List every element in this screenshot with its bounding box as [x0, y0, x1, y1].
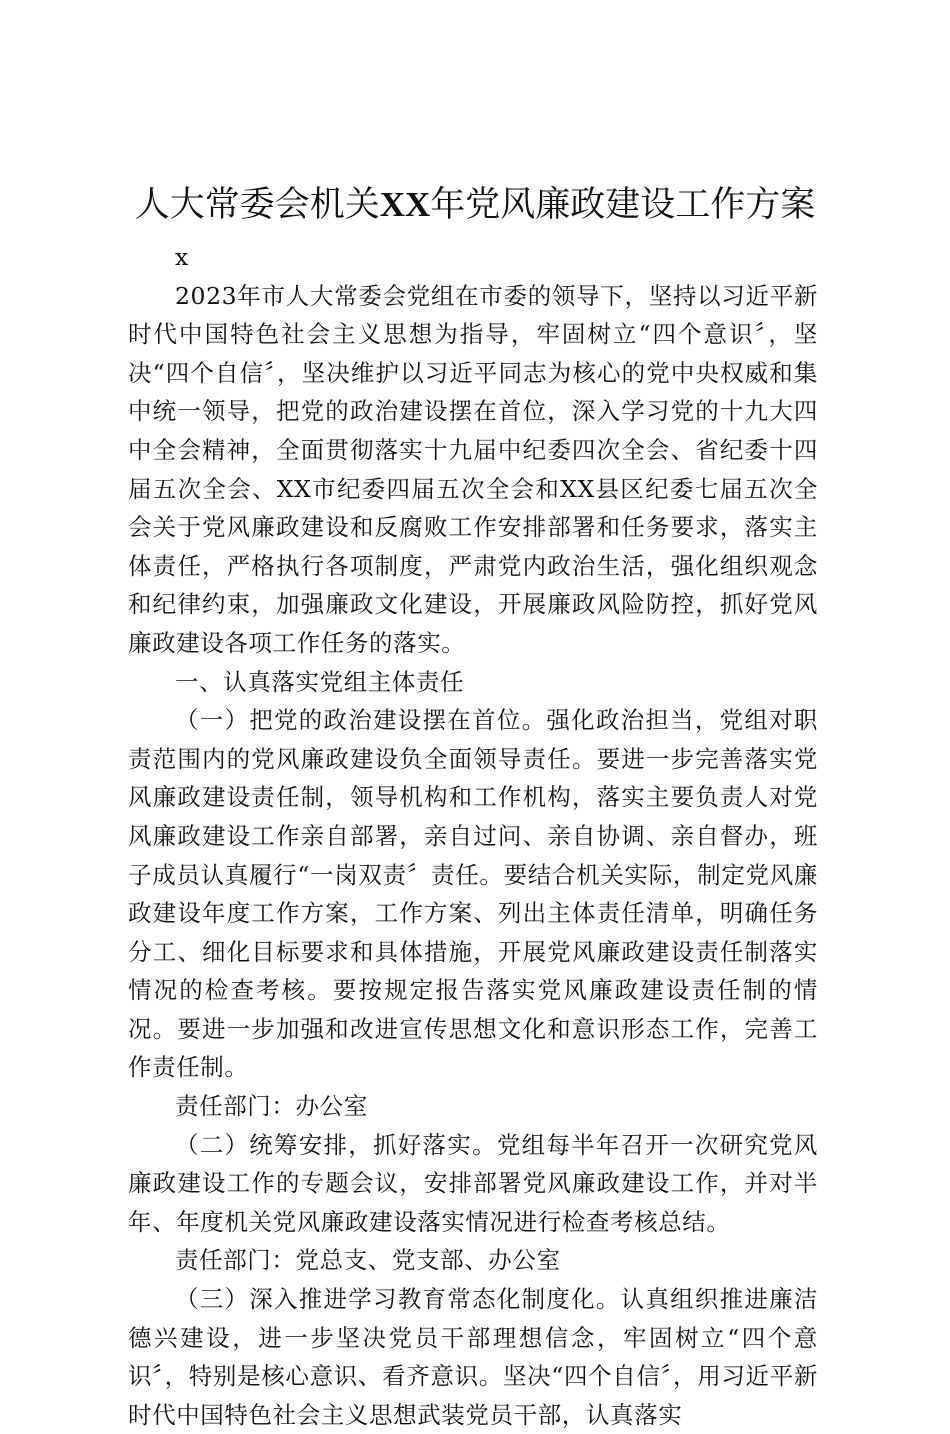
document-title: [0, 180, 950, 230]
document-subtitle: x: [175, 243, 189, 271]
section-heading-1: 一、认真落实党组主体责任: [175, 667, 465, 696]
title-prefix: 人大常委会机关: [134, 185, 380, 225]
responsible-dept-1: 责任部门：办公室: [175, 1092, 368, 1121]
paragraph-item-1: （一）把党的政治建设摆在首位。强化政治担当，党组对职责范围内的党风廉政建设负全面领导责任。要进一步完善落实党风廉政建设责任制，领导机构和工作机构，落实主要负责人对党风廉政建设工作亲自部署，亲自过问、亲自协调、亲自督办，班子成员认真履行“一岗双责〞责任。要结合机关实际，制定党风廉政建设年度工作方案，工作方案、列出主体责任清单，明确任务分工、细化目标要求和具体措施，开展党风廉政建设责任制落实情况的检查考核。要按规定报告落实党风廉政建设责任制的情况。要进一步加强和改进宣传思想文化和意识形态工作，完善工作责任制。: [128, 706, 818, 1082]
responsible-dept-2: 责任部门：党总支、党支部、办公室: [175, 1246, 561, 1275]
paragraph-item-3: （三）深入推进学习教育常态化制度化。认真组织推进廉洁德兴建设，进一步坚决党员干部理想信念，牢固树立“四个意识〞，特别是核心意识、看齐意识。坚决“四个自信〞，用习近平新时代中国特色社会主义思想武装党员干部，认真落实: [128, 1285, 818, 1429]
title-suffix: 年党风廉政建设工作方案: [430, 185, 816, 225]
paragraph-item-2: （二）统筹安排，抓好落实。党组每半年召开一次研究党风廉政建设工作的专题会议，安排部署党风廉政建设工作，并对半年、年度机关党风廉政建设落实情况进行检查考核总结。: [128, 1130, 818, 1236]
document-body: [128, 238, 818, 1434]
title-code: XX: [379, 185, 431, 224]
paragraph-intro: 2023年市人大常委会党组在市委的领导下，坚持以习近平新时代中国特色社会主义思想为指导，牢固树立“四个意识〞，坚决“四个自信〞，坚决维护以习近平同志为核心的党中央权威和集中统一领导，把党的政治建设摆在首位，深入学习党的十九大四中全会精神，全面贯彻落实十九届中纪委四次全会、省纪委十四届五次全会、XX市纪委四届五次全会和XX县区纪委七届五次全会关于党风廉政建设和反腐败工作安排部署和任务要求，落实主体责任，严格执行各项制度，严肃党内政治生活，强化组织观念和纪律约束，加强廉政文化建设，开展廉政风险防控，抓好党风廉政建设各项工作任务的落实。: [128, 281, 818, 657]
